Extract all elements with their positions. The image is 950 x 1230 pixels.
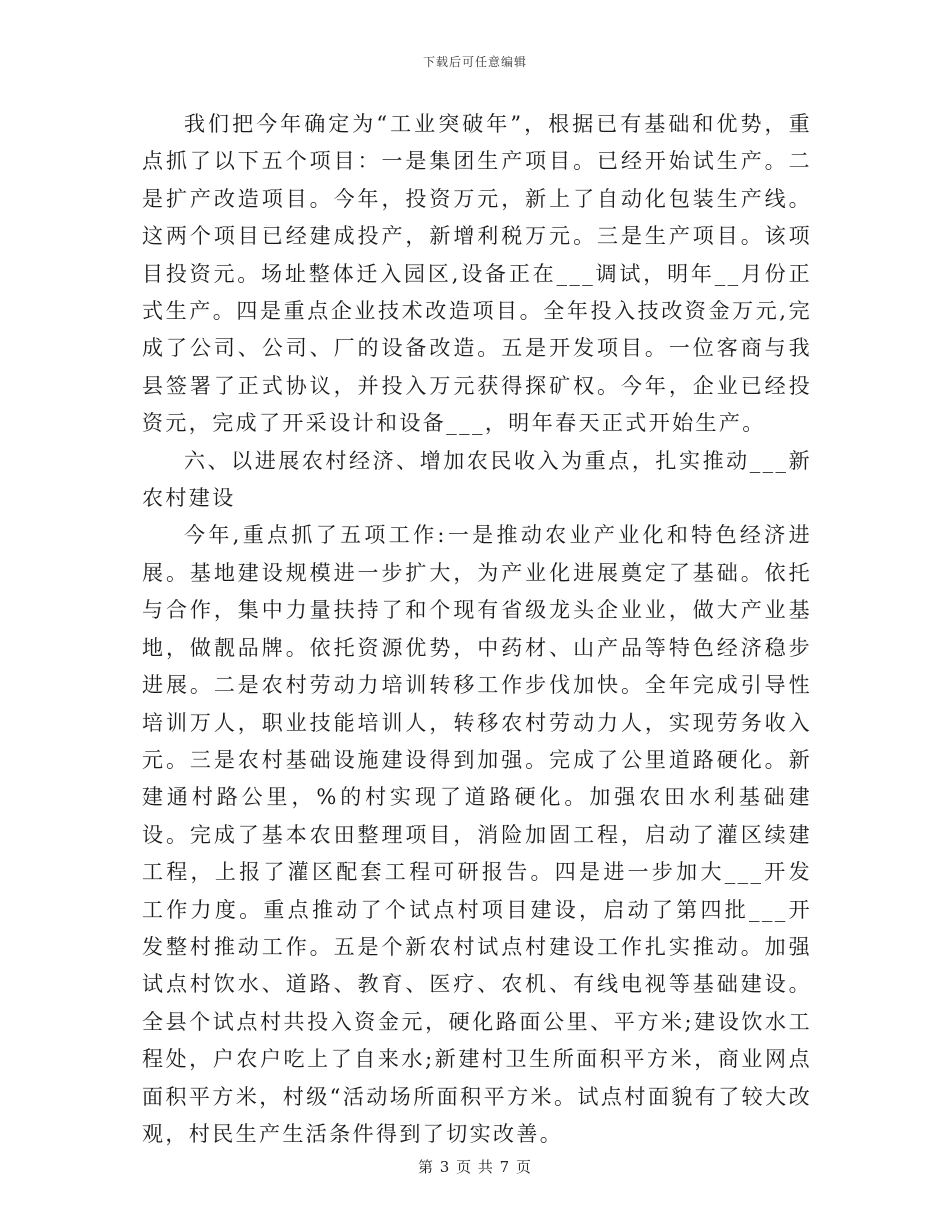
paragraph-industry-projects: 我们把今年确定为“工业突破年”，根据已有基础和优势，重点抓了以下五个项目：一是集团生产项目。已经开始试生产。二是扩产改造项目。今年，投资万元，新上了自动化包装生产线。这两个项目已经建成投产，新增利税万元。三是生产项目。该项目投资元。场址整体迁入园区,设备正在___调试，明年__月份正式生产。四是重点企业技术改造项目。全年投入技改资金万元,完成了公司、公司、厂的设备改造。五是开发项目。一位客商与我县签署了正式协议，并投入万元获得探矿权。今年，企业已经投资元，完成了开采设计和设备___，明年春天正式开始生产。 (142, 112, 812, 436)
document-body (142, 106, 812, 1153)
paragraph-rural-work: 今年,重点抓了五项工作:一是推动农业产业化和特色经济进展。基地建设规模进一步扩大，为产业化进展奠定了基础。依托与合作，集中力量扶持了和个现有省级龙头企业业，做大产业基地，做靓品牌。依托资源优势，中药材、山产品等特色经济稳步进展。二是农村劳动力培训转移工作步伐加快。全年完成引导性培训万人，职业技能培训人，转移农村劳动力人，实现劳务收入元。三是农村基础设施建设得到加强。完成了公里道路硬化。新建通村路公里，%的村实现了道路硬化。加强农田水利基础建设。完成了基本农田整理项目，消险加固工程，启动了灌区续建工程，上报了灌区配套工程可研报告。四是进一步加大___开发工作力度。重点推动了个试点村项目建设，启动了第四批___开发整村推动工作。五是个新农村试点村建设工作扎实推动。加强试点村饮水、道路、教育、医疗、农机、有线电视等基础建设。全县个试点村共投入资金元，硬化路面公里、平方米;建设饮水工程处，户农户吃上了自来水;新建村卫生所面积平方米，商业网点面积平方米，村级“活动场所面积平方米。试点村面貌有了较大改观，村民生产生活条件得到了切实改善。 (142, 523, 812, 1146)
header-note: 下载后可任意编辑 (422, 55, 527, 69)
paragraph-section-heading: 六、以进展农村经济、增加农民收入为重点，扎实推动___新农村建设 (142, 448, 812, 511)
page-number: 第 3 页 共 7 页 (418, 1158, 532, 1176)
